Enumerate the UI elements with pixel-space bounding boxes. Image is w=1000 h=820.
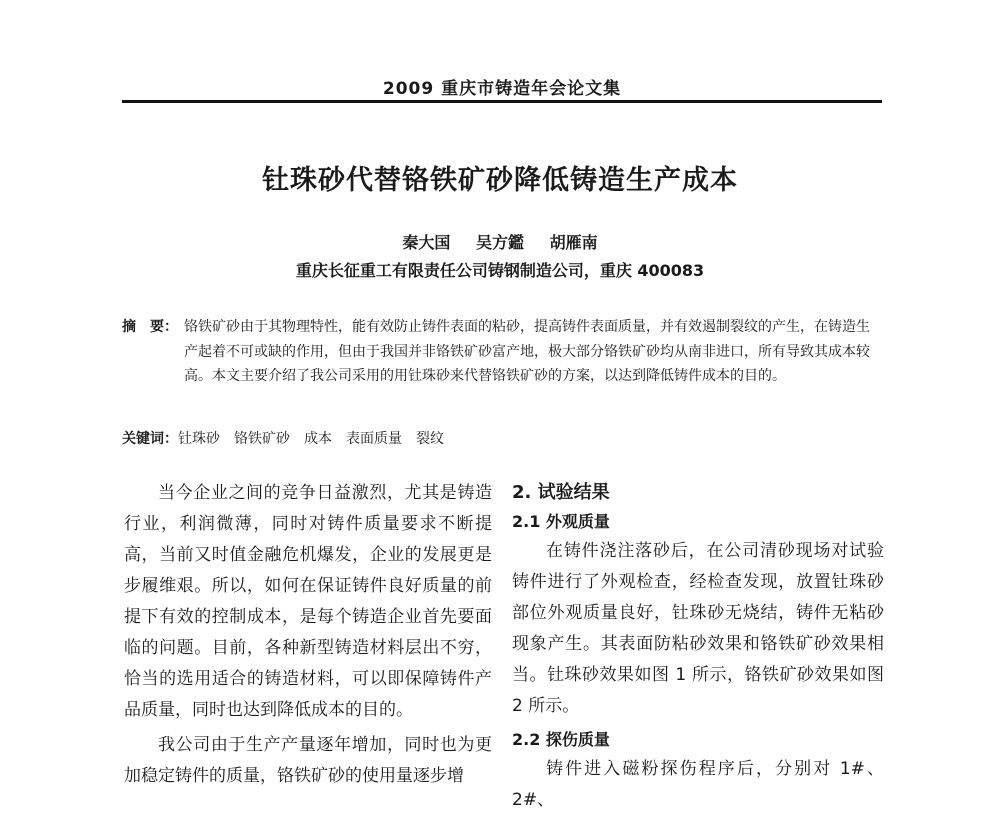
body-paragraph: 我公司由于生产产量逐年增加，同时也为更加稳定铸件的质量，铬铁矿砂的使用量逐步增 bbox=[124, 735, 492, 786]
keyword: 表面质量 bbox=[346, 431, 402, 447]
section-heading: 2. 试验结果 bbox=[512, 482, 610, 503]
keyword: 铬铁矿砂 bbox=[234, 431, 290, 447]
abstract-label: 摘 要： bbox=[122, 319, 178, 335]
body-paragraph: 当今企业之间的竞争日益激烈，尤其是铸造行业，利润微薄，同时对铸件质量要求不断提高，当前又时值金融危机爆发，企业的发展更是步履维艰。所以，如何在保证铸件良好质量的前提下有效的控制成本，是每个铸造企业首先要面临的问题。目前，各种新型铸造材料层出不穷，恰当的选用适合的铸造材料，可以即保障铸件产品质量，同时也达到降低成本的目的。 bbox=[124, 483, 492, 720]
subsection-heading: 2.2 探伤质量 bbox=[512, 730, 610, 749]
subsection-heading: 2.1 外观质量 bbox=[512, 512, 610, 531]
right-column bbox=[512, 478, 884, 820]
paper-title: 钍珠砂代替铬铁矿砂降低铸造生产成本 bbox=[262, 165, 738, 196]
abstract bbox=[122, 315, 882, 389]
left-column bbox=[124, 478, 492, 796]
affiliation: 重庆长征重工有限责任公司铸钢制造公司，重庆 400083 bbox=[295, 261, 705, 280]
keywords-label: 关键词： bbox=[122, 431, 178, 447]
body-paragraph: 在铸件浇注落砂后，在公司清砂现场对试验铸件进行了外观检查，经检查发现，放置钍珠砂部位外观质量良好，钍珠砂无烧结，铸件无粘砂现象产生。其表面防粘砂效果和铬铁矿砂效果相当。钍珠砂效果如图 1 所示，铬铁矿砂效果如图 2 所示。 bbox=[512, 541, 884, 716]
author-name: 胡雁南 bbox=[549, 233, 598, 252]
keywords bbox=[122, 427, 882, 451]
abstract-text: 铬铁矿砂由于其物理特性，能有效防止铸件表面的粘砂，提高铸件表面质量，并有效遏制裂纹的产生，在铸造生产起着不可或缺的作用，但由于我国并非铬铁矿砂富产地，极大部分铬铁矿砂均从南非进口，所有导致其成本较高。本文主要介绍了我公司采用的用钍珠砂来代替铬铁矿砂的方案，以达到降低铸件成本的目的。 bbox=[184, 319, 870, 384]
author-list bbox=[0, 230, 1000, 253]
author-name: 秦大国 bbox=[402, 233, 451, 252]
keyword: 成本 bbox=[304, 431, 332, 447]
body-paragraph: 铸件进入磁粉探伤程序后，分别对 1#、2#、 bbox=[512, 759, 884, 810]
running-header: 2009 重庆市铸造年会论文集 bbox=[382, 79, 622, 99]
keyword: 钍珠砂 bbox=[178, 431, 220, 447]
header-rule bbox=[122, 100, 882, 103]
keyword: 裂纹 bbox=[416, 431, 444, 447]
author-name: 吴方鑑 bbox=[475, 233, 524, 252]
